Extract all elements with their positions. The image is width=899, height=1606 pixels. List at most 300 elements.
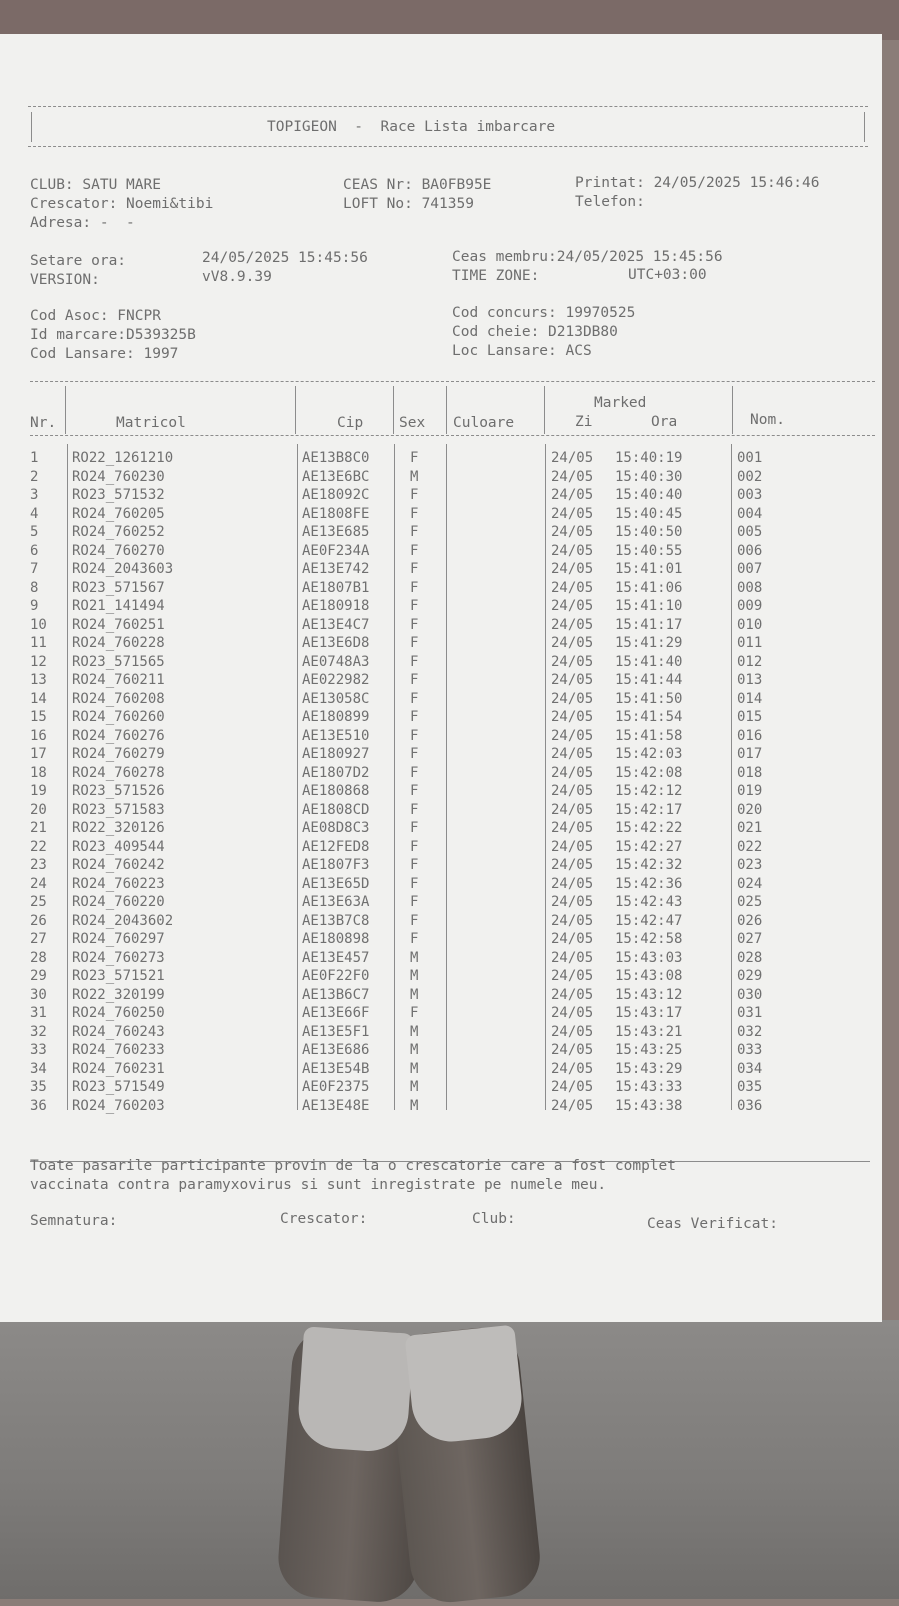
cell-matricol: RO24_760242 bbox=[72, 857, 165, 873]
signature-label: Semnatura: bbox=[30, 1213, 118, 1229]
cell-matricol: RO23_571532 bbox=[72, 487, 165, 503]
cell-cip: AE1807F3 bbox=[302, 857, 370, 873]
table-row bbox=[0, 449, 882, 468]
cell-nom: 019 bbox=[737, 783, 763, 799]
cell-nr: 6 bbox=[30, 542, 39, 559]
cell-sex: F bbox=[410, 838, 419, 855]
cell-matricol: RO24_760243 bbox=[72, 1023, 165, 1040]
cell-zi: 24/05 bbox=[551, 616, 594, 633]
cell-zi: 24/05 bbox=[551, 1079, 594, 1095]
table-row bbox=[0, 764, 882, 783]
cell-sex: F bbox=[410, 1005, 419, 1021]
table-row bbox=[0, 690, 882, 709]
cell-nom: 011 bbox=[737, 635, 763, 651]
cell-matricol: RO24_760276 bbox=[72, 727, 165, 744]
cell-zi: 24/05 bbox=[551, 912, 594, 929]
cell-sex: F bbox=[410, 635, 419, 651]
cell-matricol: RO23_571565 bbox=[72, 653, 165, 670]
table-row bbox=[0, 486, 882, 505]
cell-nr: 29 bbox=[30, 968, 47, 984]
statement-line-1: Toate pasarile participante provin de la o crescatorie care a fost complet bbox=[30, 1158, 677, 1174]
cell-sex: M bbox=[410, 986, 419, 1003]
cell-sex: M bbox=[410, 1060, 419, 1077]
cell-sex: F bbox=[410, 931, 419, 947]
version-label: VERSION: bbox=[30, 272, 100, 288]
cell-matricol: RO21_141494 bbox=[72, 598, 165, 614]
cell-nom: 024 bbox=[737, 875, 763, 892]
cell-nr: 35 bbox=[30, 1079, 47, 1095]
ceas-verificat-label: Ceas Verificat: bbox=[647, 1216, 778, 1232]
cell-matricol: RO24_760228 bbox=[72, 635, 165, 651]
cell-zi: 24/05 bbox=[551, 968, 594, 984]
cell-cip: AE180899 bbox=[302, 709, 370, 725]
cell-ora: 15:42:36 bbox=[615, 875, 683, 892]
cell-sex: M bbox=[410, 1097, 419, 1114]
col-divider-marked bbox=[732, 386, 733, 434]
cell-nom: 032 bbox=[737, 1023, 763, 1040]
cell-ora: 15:41:50 bbox=[615, 690, 683, 707]
cell-sex: F bbox=[410, 764, 419, 781]
header-zi: Zi bbox=[575, 414, 593, 430]
ceas-membru-info: Ceas membru:24/05/2025 15:45:56 bbox=[452, 249, 723, 265]
cell-zi: 24/05 bbox=[551, 838, 594, 855]
title-border-left bbox=[31, 112, 32, 142]
cell-nr: 9 bbox=[30, 598, 39, 614]
header-nom: Nom. bbox=[750, 412, 785, 428]
club-signature-label: Club: bbox=[472, 1211, 516, 1227]
cell-sex: M bbox=[410, 1042, 419, 1058]
cell-nr: 26 bbox=[30, 912, 47, 929]
cell-nom: 012 bbox=[737, 653, 763, 670]
table-row bbox=[0, 782, 882, 801]
cell-matricol: RO24_760208 bbox=[72, 690, 165, 707]
cell-cip: AE12FED8 bbox=[302, 838, 370, 855]
cell-nom: 017 bbox=[737, 746, 763, 762]
cell-sex: F bbox=[410, 450, 419, 466]
cell-sex: M bbox=[410, 468, 419, 485]
cell-cip: AE1808CD bbox=[302, 801, 370, 818]
cell-sex: F bbox=[410, 487, 419, 503]
cell-zi: 24/05 bbox=[551, 894, 594, 910]
cell-zi: 24/05 bbox=[551, 801, 594, 818]
cell-sex: F bbox=[410, 524, 419, 540]
cell-matricol: RO24_760220 bbox=[72, 894, 165, 910]
cell-cip: AE08D8C3 bbox=[302, 820, 370, 836]
cell-matricol: RO24_760203 bbox=[72, 1097, 165, 1114]
setare-ora-value: 24/05/2025 15:45:56 bbox=[202, 250, 368, 266]
cell-ora: 15:41:06 bbox=[615, 579, 683, 596]
cell-cip: AE13E54B bbox=[302, 1060, 370, 1077]
table-row bbox=[0, 671, 882, 690]
cell-matricol: RO24_760270 bbox=[72, 542, 165, 559]
cell-ora: 15:43:33 bbox=[615, 1079, 683, 1095]
cell-zi: 24/05 bbox=[551, 820, 594, 836]
cell-matricol: RO22_320199 bbox=[72, 986, 165, 1003]
cell-matricol: RO24_2043603 bbox=[72, 561, 174, 577]
cell-nom: 018 bbox=[737, 764, 763, 781]
cell-nom: 029 bbox=[737, 968, 763, 984]
cell-matricol: RO24_760260 bbox=[72, 709, 165, 725]
cell-cip: AE13058C bbox=[302, 690, 370, 707]
version-value: vV8.9.39 bbox=[202, 269, 272, 285]
cell-nr: 14 bbox=[30, 690, 47, 707]
title-border-bottom bbox=[28, 146, 868, 147]
table-row bbox=[0, 801, 882, 820]
cod-concurs-info: Cod concurs: 19970525 bbox=[452, 305, 636, 321]
cell-matricol: RO24_760278 bbox=[72, 764, 165, 781]
cell-nr: 20 bbox=[30, 801, 47, 818]
table-row bbox=[0, 634, 882, 653]
header-sex: Sex bbox=[399, 415, 426, 431]
cell-nr: 28 bbox=[30, 949, 47, 966]
table-row bbox=[0, 930, 882, 949]
cell-ora: 15:42:22 bbox=[615, 820, 683, 836]
cell-sex: F bbox=[410, 690, 419, 707]
cell-nr: 27 bbox=[30, 931, 47, 947]
cell-cip: AE0F22F0 bbox=[302, 968, 370, 984]
cell-sex: F bbox=[410, 616, 419, 633]
cell-matricol: RO24_760297 bbox=[72, 931, 165, 947]
cell-nr: 7 bbox=[30, 561, 39, 577]
cell-nom: 025 bbox=[737, 894, 763, 910]
cell-matricol: RO24_760230 bbox=[72, 468, 165, 485]
cell-zi: 24/05 bbox=[551, 561, 594, 577]
cell-nr: 15 bbox=[30, 709, 47, 725]
table-row bbox=[0, 949, 882, 968]
title-border-top bbox=[28, 106, 868, 107]
document-title: TOPIGEON - Race Lista imbarcare bbox=[267, 119, 556, 135]
cell-nr: 19 bbox=[30, 783, 47, 799]
cell-matricol: RO24_2043602 bbox=[72, 912, 174, 929]
cell-nr: 11 bbox=[30, 635, 47, 651]
cell-sex: F bbox=[410, 894, 419, 910]
table-row bbox=[0, 597, 882, 616]
cell-ora: 15:42:17 bbox=[615, 801, 683, 818]
cell-nom: 016 bbox=[737, 727, 763, 744]
table-row bbox=[0, 542, 882, 561]
cell-matricol: RO23_409544 bbox=[72, 838, 165, 855]
cell-zi: 24/05 bbox=[551, 764, 594, 781]
telefon-info: Telefon: bbox=[575, 194, 645, 210]
sock-left bbox=[296, 1326, 414, 1453]
cell-nom: 003 bbox=[737, 487, 763, 503]
table-row bbox=[0, 505, 882, 524]
cell-ora: 15:43:17 bbox=[615, 1005, 683, 1021]
cell-sex: F bbox=[410, 783, 419, 799]
cell-nom: 022 bbox=[737, 838, 763, 855]
cell-sex: F bbox=[410, 727, 419, 744]
cell-zi: 24/05 bbox=[551, 635, 594, 651]
cell-nom: 023 bbox=[737, 857, 763, 873]
cell-ora: 15:42:32 bbox=[615, 857, 683, 873]
cell-cip: AE13E686 bbox=[302, 1042, 370, 1058]
table-row bbox=[0, 875, 882, 894]
cell-matricol: RO23_571567 bbox=[72, 579, 165, 596]
cell-nr: 18 bbox=[30, 764, 47, 781]
time-zone-label: TIME ZONE: bbox=[452, 268, 540, 284]
cell-cip: AE13E66F bbox=[302, 1005, 370, 1021]
cell-nr: 17 bbox=[30, 746, 47, 762]
title-border-right bbox=[864, 112, 865, 142]
cell-nom: 021 bbox=[737, 820, 763, 836]
cell-cip: AE0F2375 bbox=[302, 1079, 370, 1095]
cod-cheie-info: Cod cheie: D213DB80 bbox=[452, 324, 618, 340]
table-row bbox=[0, 986, 882, 1005]
cell-matricol: RO24_760205 bbox=[72, 505, 165, 522]
cell-sex: M bbox=[410, 1023, 419, 1040]
statement-line-2: vaccinata contra paramyxovirus si sunt inregistrate pe numele meu. bbox=[30, 1177, 607, 1193]
cell-nr: 5 bbox=[30, 524, 39, 540]
cell-matricol: RO24_760223 bbox=[72, 875, 165, 892]
cell-zi: 24/05 bbox=[551, 949, 594, 966]
cell-nr: 13 bbox=[30, 672, 47, 688]
cell-nr: 22 bbox=[30, 838, 47, 855]
table-row bbox=[0, 1023, 882, 1042]
cell-ora: 15:41:58 bbox=[615, 727, 683, 744]
cell-nr: 4 bbox=[30, 505, 39, 522]
cell-zi: 24/05 bbox=[551, 505, 594, 522]
crescator-signature-label: Crescator: bbox=[280, 1211, 368, 1227]
cell-ora: 15:41:01 bbox=[615, 561, 683, 577]
cell-ora: 15:43:38 bbox=[615, 1097, 683, 1114]
cell-ora: 15:40:45 bbox=[615, 505, 683, 522]
cell-nr: 36 bbox=[30, 1097, 47, 1114]
cell-ora: 15:40:19 bbox=[615, 450, 683, 466]
cell-cip: AE13E457 bbox=[302, 949, 370, 966]
cell-sex: F bbox=[410, 653, 419, 670]
cell-cip: AE13E65D bbox=[302, 875, 370, 892]
cell-nr: 12 bbox=[30, 653, 47, 670]
cell-ora: 15:40:50 bbox=[615, 524, 683, 540]
cell-nom: 002 bbox=[737, 468, 763, 485]
cell-zi: 24/05 bbox=[551, 468, 594, 485]
cell-ora: 15:40:40 bbox=[615, 487, 683, 503]
table-row bbox=[0, 856, 882, 875]
cell-ora: 15:41:10 bbox=[615, 598, 683, 614]
cell-ora: 15:40:30 bbox=[615, 468, 683, 485]
cell-ora: 15:42:03 bbox=[615, 746, 683, 762]
cell-cip: AE180927 bbox=[302, 746, 370, 762]
club-info: CLUB: SATU MARE bbox=[30, 177, 161, 193]
table-row bbox=[0, 653, 882, 672]
cell-cip: AE13E685 bbox=[302, 524, 370, 540]
cell-matricol: RO23_571583 bbox=[72, 801, 165, 818]
cell-sex: F bbox=[410, 875, 419, 892]
cell-sex: F bbox=[410, 857, 419, 873]
cell-sex: F bbox=[410, 746, 419, 762]
cell-nom: 010 bbox=[737, 616, 763, 633]
header-marked: Marked bbox=[594, 395, 647, 411]
table-row bbox=[0, 912, 882, 931]
cell-nom: 026 bbox=[737, 912, 763, 929]
printat-info: Printat: 24/05/2025 15:46:46 bbox=[575, 175, 820, 191]
cell-nom: 007 bbox=[737, 561, 763, 577]
cell-zi: 24/05 bbox=[551, 579, 594, 596]
cell-zi: 24/05 bbox=[551, 727, 594, 744]
table-row bbox=[0, 468, 882, 487]
table-row bbox=[0, 1004, 882, 1023]
cell-sex: F bbox=[410, 542, 419, 559]
cell-matricol: RO24_760251 bbox=[72, 616, 165, 633]
col-divider-culoare bbox=[544, 386, 545, 434]
cell-nom: 033 bbox=[737, 1042, 763, 1058]
cell-ora: 15:42:12 bbox=[615, 783, 683, 799]
cell-nom: 020 bbox=[737, 801, 763, 818]
cell-zi: 24/05 bbox=[551, 672, 594, 688]
header-ora: Ora bbox=[651, 414, 678, 430]
table-row bbox=[0, 745, 882, 764]
cell-nom: 001 bbox=[737, 450, 763, 466]
cell-nom: 013 bbox=[737, 672, 763, 688]
cell-cip: AE180868 bbox=[302, 783, 370, 799]
setare-ora-label: Setare ora: bbox=[30, 253, 127, 269]
table-row bbox=[0, 838, 882, 857]
cell-nom: 034 bbox=[737, 1060, 763, 1077]
cell-sex: F bbox=[410, 579, 419, 596]
cell-matricol: RO24_760231 bbox=[72, 1060, 165, 1077]
cell-cip: AE13E510 bbox=[302, 727, 370, 744]
cell-zi: 24/05 bbox=[551, 746, 594, 762]
cell-cip: AE13B6C7 bbox=[302, 986, 370, 1003]
cell-nr: 16 bbox=[30, 727, 47, 744]
cell-cip: AE13E4C7 bbox=[302, 616, 370, 633]
cell-cip: AE180898 bbox=[302, 931, 370, 947]
col-divider-nr bbox=[65, 386, 66, 434]
table-row bbox=[0, 523, 882, 542]
cell-nom: 014 bbox=[737, 690, 763, 707]
crescator-info: Crescator: Noemi&tibi bbox=[30, 196, 214, 212]
cell-sex: F bbox=[410, 801, 419, 818]
table-row bbox=[0, 560, 882, 579]
table-body bbox=[0, 449, 882, 1115]
cell-sex: M bbox=[410, 949, 419, 966]
col-divider-cip bbox=[393, 386, 394, 434]
cell-ora: 15:41:40 bbox=[615, 653, 683, 670]
cell-matricol: RO24_760211 bbox=[72, 672, 165, 688]
cell-ora: 15:43:25 bbox=[615, 1042, 683, 1058]
cell-nr: 25 bbox=[30, 894, 47, 910]
cell-ora: 15:43:29 bbox=[615, 1060, 683, 1077]
cell-zi: 24/05 bbox=[551, 1005, 594, 1021]
cell-sex: F bbox=[410, 505, 419, 522]
cod-lansare-info: Cod Lansare: 1997 bbox=[30, 346, 179, 362]
cell-sex: M bbox=[410, 968, 419, 984]
table-row bbox=[0, 819, 882, 838]
cell-ora: 15:41:29 bbox=[615, 635, 683, 651]
col-divider-matricol bbox=[295, 386, 296, 434]
cell-zi: 24/05 bbox=[551, 709, 594, 725]
id-marcare-info: Id marcare:D539325B bbox=[30, 327, 196, 343]
table-row bbox=[0, 893, 882, 912]
cell-zi: 24/05 bbox=[551, 598, 594, 614]
cell-zi: 24/05 bbox=[551, 450, 594, 466]
cell-zi: 24/05 bbox=[551, 487, 594, 503]
cell-matricol: RO22_1261210 bbox=[72, 450, 174, 466]
cell-nr: 33 bbox=[30, 1042, 47, 1058]
cell-sex: F bbox=[410, 709, 419, 725]
cell-nr: 8 bbox=[30, 579, 39, 596]
cell-zi: 24/05 bbox=[551, 986, 594, 1003]
table-header-top-rule bbox=[30, 381, 875, 382]
header-nr: Nr. bbox=[30, 415, 57, 431]
cell-sex: F bbox=[410, 598, 419, 614]
cell-nom: 006 bbox=[737, 542, 763, 559]
cell-zi: 24/05 bbox=[551, 1042, 594, 1058]
table-row bbox=[0, 1078, 882, 1097]
cell-sex: F bbox=[410, 912, 419, 929]
table-row bbox=[0, 616, 882, 635]
cell-cip: AE13B7C8 bbox=[302, 912, 370, 929]
cell-matricol: RO23_571521 bbox=[72, 968, 165, 984]
cell-ora: 15:43:12 bbox=[615, 986, 683, 1003]
cell-matricol: RO24_760250 bbox=[72, 1005, 165, 1021]
header-culoare: Culoare bbox=[453, 415, 515, 431]
cell-ora: 15:43:21 bbox=[615, 1023, 683, 1040]
table-row bbox=[0, 967, 882, 986]
printed-document bbox=[0, 34, 882, 1322]
cell-nom: 004 bbox=[737, 505, 763, 522]
cell-cip: AE022982 bbox=[302, 672, 370, 688]
cell-zi: 24/05 bbox=[551, 524, 594, 540]
sock-right bbox=[405, 1325, 526, 1446]
loc-lansare-info: Loc Lansare: ACS bbox=[452, 343, 592, 359]
cell-zi: 24/05 bbox=[551, 1097, 594, 1114]
cell-ora: 15:41:44 bbox=[615, 672, 683, 688]
cell-cip: AE13E5F1 bbox=[302, 1023, 370, 1040]
cell-cip: AE18092C bbox=[302, 487, 370, 503]
cell-zi: 24/05 bbox=[551, 783, 594, 799]
cell-zi: 24/05 bbox=[551, 931, 594, 947]
cell-nr: 30 bbox=[30, 986, 47, 1003]
cell-nom: 008 bbox=[737, 579, 763, 596]
cell-matricol: RO24_760279 bbox=[72, 746, 165, 762]
cell-zi: 24/05 bbox=[551, 1023, 594, 1040]
cell-zi: 24/05 bbox=[551, 690, 594, 707]
cell-sex: F bbox=[410, 561, 419, 577]
header-cip: Cip bbox=[337, 415, 364, 431]
cell-cip: AE13B8C0 bbox=[302, 450, 370, 466]
ceas-nr-info: CEAS Nr: BA0FB95E bbox=[343, 177, 492, 193]
cell-ora: 15:42:08 bbox=[615, 764, 683, 781]
cell-nom: 015 bbox=[737, 709, 763, 725]
cell-ora: 15:41:54 bbox=[615, 709, 683, 725]
cell-matricol: RO23_571526 bbox=[72, 783, 165, 799]
cell-nom: 030 bbox=[737, 986, 763, 1003]
cell-zi: 24/05 bbox=[551, 1060, 594, 1077]
cell-zi: 24/05 bbox=[551, 542, 594, 559]
cell-nom: 028 bbox=[737, 949, 763, 966]
cell-nom: 035 bbox=[737, 1079, 763, 1095]
cell-nom: 005 bbox=[737, 524, 763, 540]
cell-zi: 24/05 bbox=[551, 653, 594, 670]
cell-matricol: RO22_320126 bbox=[72, 820, 165, 836]
header-matricol: Matricol bbox=[116, 415, 186, 431]
cell-nr: 10 bbox=[30, 616, 47, 633]
cell-ora: 15:40:55 bbox=[615, 542, 683, 559]
time-zone-value: UTC+03:00 bbox=[628, 267, 707, 283]
cell-cip: AE0F234A bbox=[302, 542, 370, 559]
cell-ora: 15:42:27 bbox=[615, 838, 683, 855]
cell-cip: AE13E6BC bbox=[302, 468, 370, 485]
cell-nr: 1 bbox=[30, 450, 39, 466]
cell-cip: AE13E6D8 bbox=[302, 635, 370, 651]
table-row bbox=[0, 727, 882, 746]
col-divider-sex bbox=[446, 386, 447, 434]
cell-cip: AE13E48E bbox=[302, 1097, 370, 1114]
cell-cip: AE13E742 bbox=[302, 561, 370, 577]
cell-cip: AE1807D2 bbox=[302, 764, 370, 781]
cell-nr: 2 bbox=[30, 468, 39, 485]
